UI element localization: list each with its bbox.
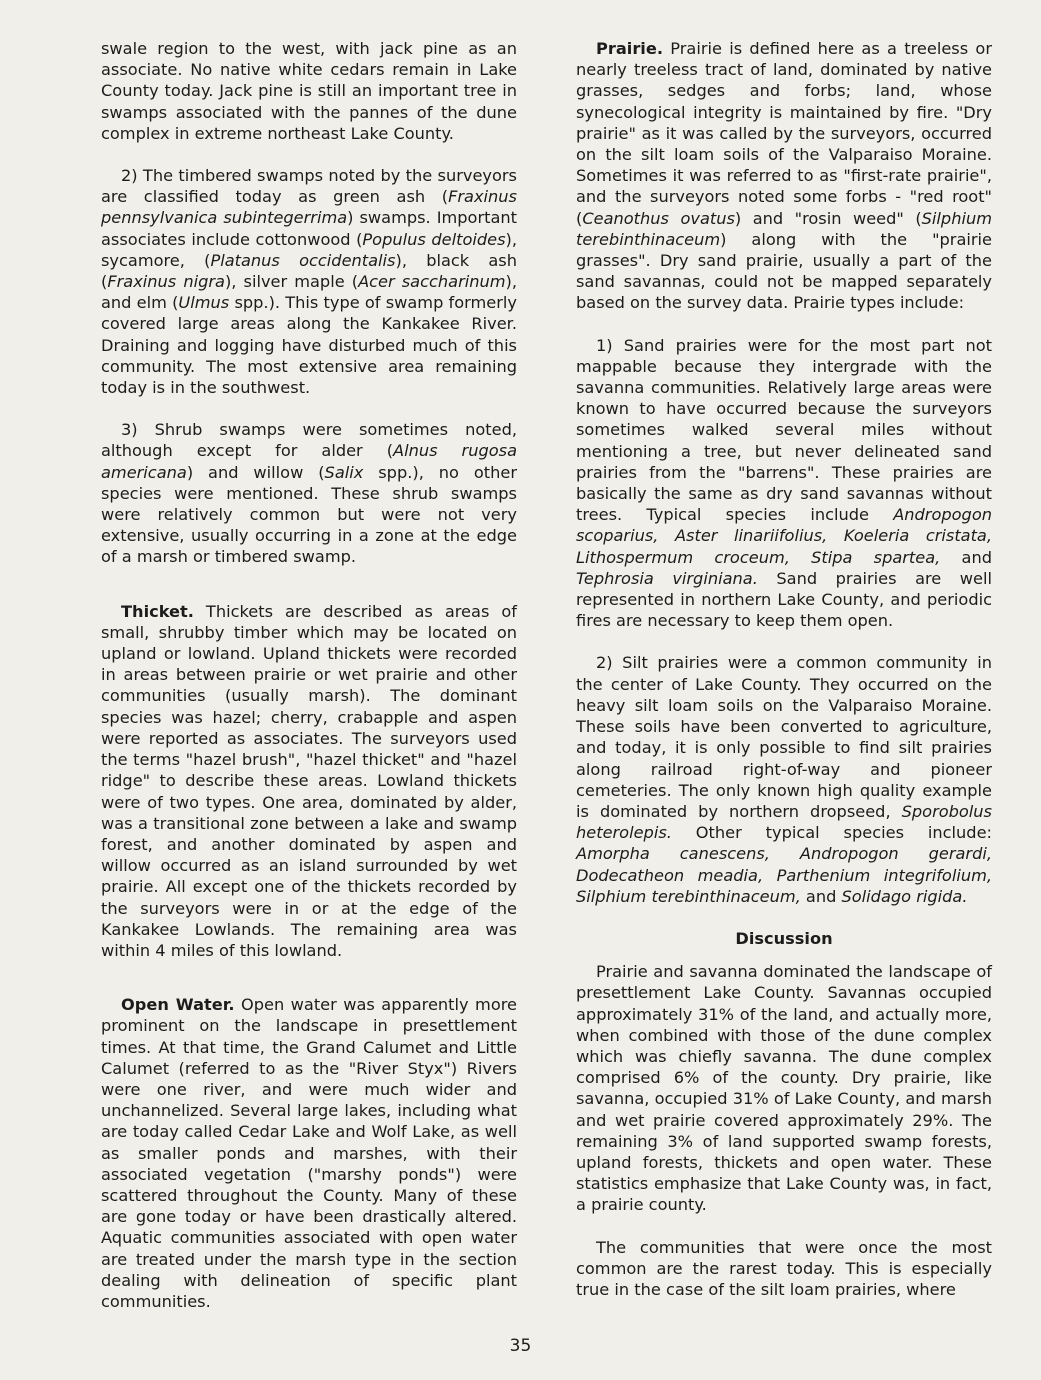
species-name: Ulmus xyxy=(178,293,230,313)
species-name: Sporobolus heterolepis. xyxy=(576,801,992,843)
text-run: Other typical species include: xyxy=(671,823,992,843)
paragraph-timbered-swamps xyxy=(101,165,517,398)
species-name: Acer saccharinum xyxy=(358,272,506,292)
species-name: Fraxinus nigra xyxy=(107,272,225,292)
text-run: and xyxy=(800,886,842,906)
text-run: and xyxy=(940,547,992,567)
text-run: ), and elm ( xyxy=(101,272,517,313)
text-run: 2) The timbered swamps noted by the surveyors are classified today as green ash ( xyxy=(101,166,517,207)
text-run: ), black ash ( xyxy=(101,250,518,292)
thicket-heading: Thicket. xyxy=(121,601,194,621)
paragraph-silt-prairies xyxy=(576,652,992,906)
species-name: Silphium terebinthinaceum xyxy=(576,208,992,249)
text-run: ) and "rosin weed" ( xyxy=(734,208,922,228)
text-run: ) swamps. Important associates include cottonwood ( xyxy=(101,208,517,249)
text-run: 2) Silt prairies were a common community in the center of Lake County. They occurred on the heavy silt loam soils on the Valparaiso Moraine. These soils have been converted to agriculture, and today, it is only possible to find silt prairies along railroad right-of-way and pioneer cemeteries. The only known high quality example is dominated by northern dropseed, xyxy=(576,653,992,821)
species-name: Ceanothus ovatus xyxy=(582,208,735,228)
paragraph-sand-prairies xyxy=(576,335,992,632)
text-run: Prairie is defined here as a treeless or nearly treeless tract of land, dominated by native grasses, sedges and forbs; land, whose synecological integrity is maintained by fire. "Dry prairie" as it was called by the surveyors, occurred on the silt loam soils of the Valparaiso Moraine. Sometimes it was referred to as "first-rate prairie", and the surveyors noted some forbs - "red root" ( xyxy=(576,39,992,228)
text-run: 3) Shrub swamps were sometimes noted, although except for alder ( xyxy=(101,420,517,461)
species-name: Amorpha canescens, Andropogon gerardi, Dodecatheon meadia, Parthenium integrifolium, Silphium terebinthinaceum, xyxy=(576,844,992,906)
right-column xyxy=(576,38,992,1321)
paragraph-open-water xyxy=(101,994,517,1312)
species-name: Solidago rigida. xyxy=(841,886,968,906)
text-run: Sand prairies are well represented in northern Lake County, and periodic fires are necessary to keep them open. xyxy=(576,568,992,631)
species-name: Platanus occidentalis xyxy=(210,250,396,270)
page-number: 35 xyxy=(509,1336,532,1356)
text-run: ), silver maple ( xyxy=(224,272,359,292)
discussion-heading: Discussion xyxy=(735,928,833,948)
paragraph-discussion-1: Prairie and savanna dominated the landscape of presettlement Lake County. Savannas occupied approximately 31% of the land, and actually more, when combined with those of the dune complex which was chiefly savanna. The dune complex comprised 6% of the county. Dry prairie, like savanna, occupied 31% of Lake County, and marsh and wet prairie covered approximately 29%. The remaining 3% of land supported swamp forests, upland forests, thickets and open water. These statistics emphasize that Lake County was, in fact, a prairie county. xyxy=(576,962,992,1215)
left-column xyxy=(101,38,517,1333)
prairie-heading: Prairie. xyxy=(596,39,663,58)
species-name: Salix xyxy=(324,462,364,482)
text-run: 1) Sand prairies were for the most part not mappable because they intergrade with the savanna communities. Relatively large areas were known to have occurred because the surveyors sometimes walked several miles without mentioning a tree, but never delineated sand prairies from the "barrens". These prairies are basically the same as dry sand savannas without trees. Typical species include xyxy=(576,335,992,525)
text-run: ), sycamore, ( xyxy=(101,229,518,270)
text-run: ) and willow ( xyxy=(186,462,325,482)
paragraph-shrub-swamps xyxy=(101,419,517,567)
paragraph-prairie xyxy=(576,38,992,314)
paragraph-white-cedar: swale region to the west, with jack pine as an associate. No native white cedars remain in Lake County today. Jack pine is still an important tree in swamps associated with the pannes of the dune complex in extreme northeast Lake County. xyxy=(101,39,517,143)
text-run: spp.). This type of swamp formerly covered large areas along the Kankakee River. Draining and logging have disturbed much of this community. The most extensive area remaining today is in the southwest. xyxy=(101,293,517,398)
species-name: Tephrosia virginiana. xyxy=(576,568,758,588)
text-run: Thickets are described as areas of small, shrubby timber which may be located on upland or lowland. Upland thickets were recorded in areas between prairie or wet prairie and other communities (usually marsh). The dominant species was hazel; cherry, crabapple and aspen were reported as associates. The surveyors used the terms "hazel brush", "hazel thicket" and "hazel ridge" to describe these areas. Lowland thickets were of two types. One area, dominated by alder, was a transitional zone between a lake and swamp forest, and another dominated by aspen and willow occurred as an island surrounded by wet prairie. All except one of the thickets recorded by the surveyors were in or at the edge of the Kankakee Lowlands. The remaining area was within 4 miles of this lowland. xyxy=(101,601,517,960)
species-name: Populus deltoides xyxy=(362,229,506,249)
paragraph-thicket xyxy=(101,601,517,961)
paragraph-discussion-2: The communities that were once the most common are the rarest today. This is especially true in the case of the silt loam prairies, where xyxy=(576,1237,992,1299)
text-run: ) along with the "prairie grasses". Dry sand prairie, usually a part of the sand savannas, could not be mapped separately based on the survey data. Prairie types include: xyxy=(576,229,992,313)
text-run: Open water was apparently more prominent on the landscape in presettlement times. At that time, the Grand Calumet and Little Calumet (referred to as the "River Styx") Rivers were one river, and were much wider and unchannelized. Several large lakes, including what are today called Cedar Lake and Wolf Lake, as well as smaller ponds and marshes, with their associated vegetation ("marshy ponds") were scattered throughout the County. Many of these are gone today or have been drastically altered. Aquatic communities associated with open water are treated under the marsh type in the section dealing with delineation of specific plant communities. xyxy=(101,995,517,1311)
text-run: spp.), no other species were mentioned. These shrub swamps were relatively common but were not very extensive, usually occurring in a zone at the edge of a marsh or timbered swamp. xyxy=(101,462,517,567)
open-water-heading: Open Water. xyxy=(121,995,235,1015)
species-name: Andropogon scoparius, Aster linariifolius, Koeleria cristata, Lithospermum croceum, Stipa spartea, xyxy=(576,505,992,567)
species-name: Fraxinus pennsylvanica subintegerrima xyxy=(101,187,517,228)
species-name: Alnus rugosa americana xyxy=(101,441,517,482)
